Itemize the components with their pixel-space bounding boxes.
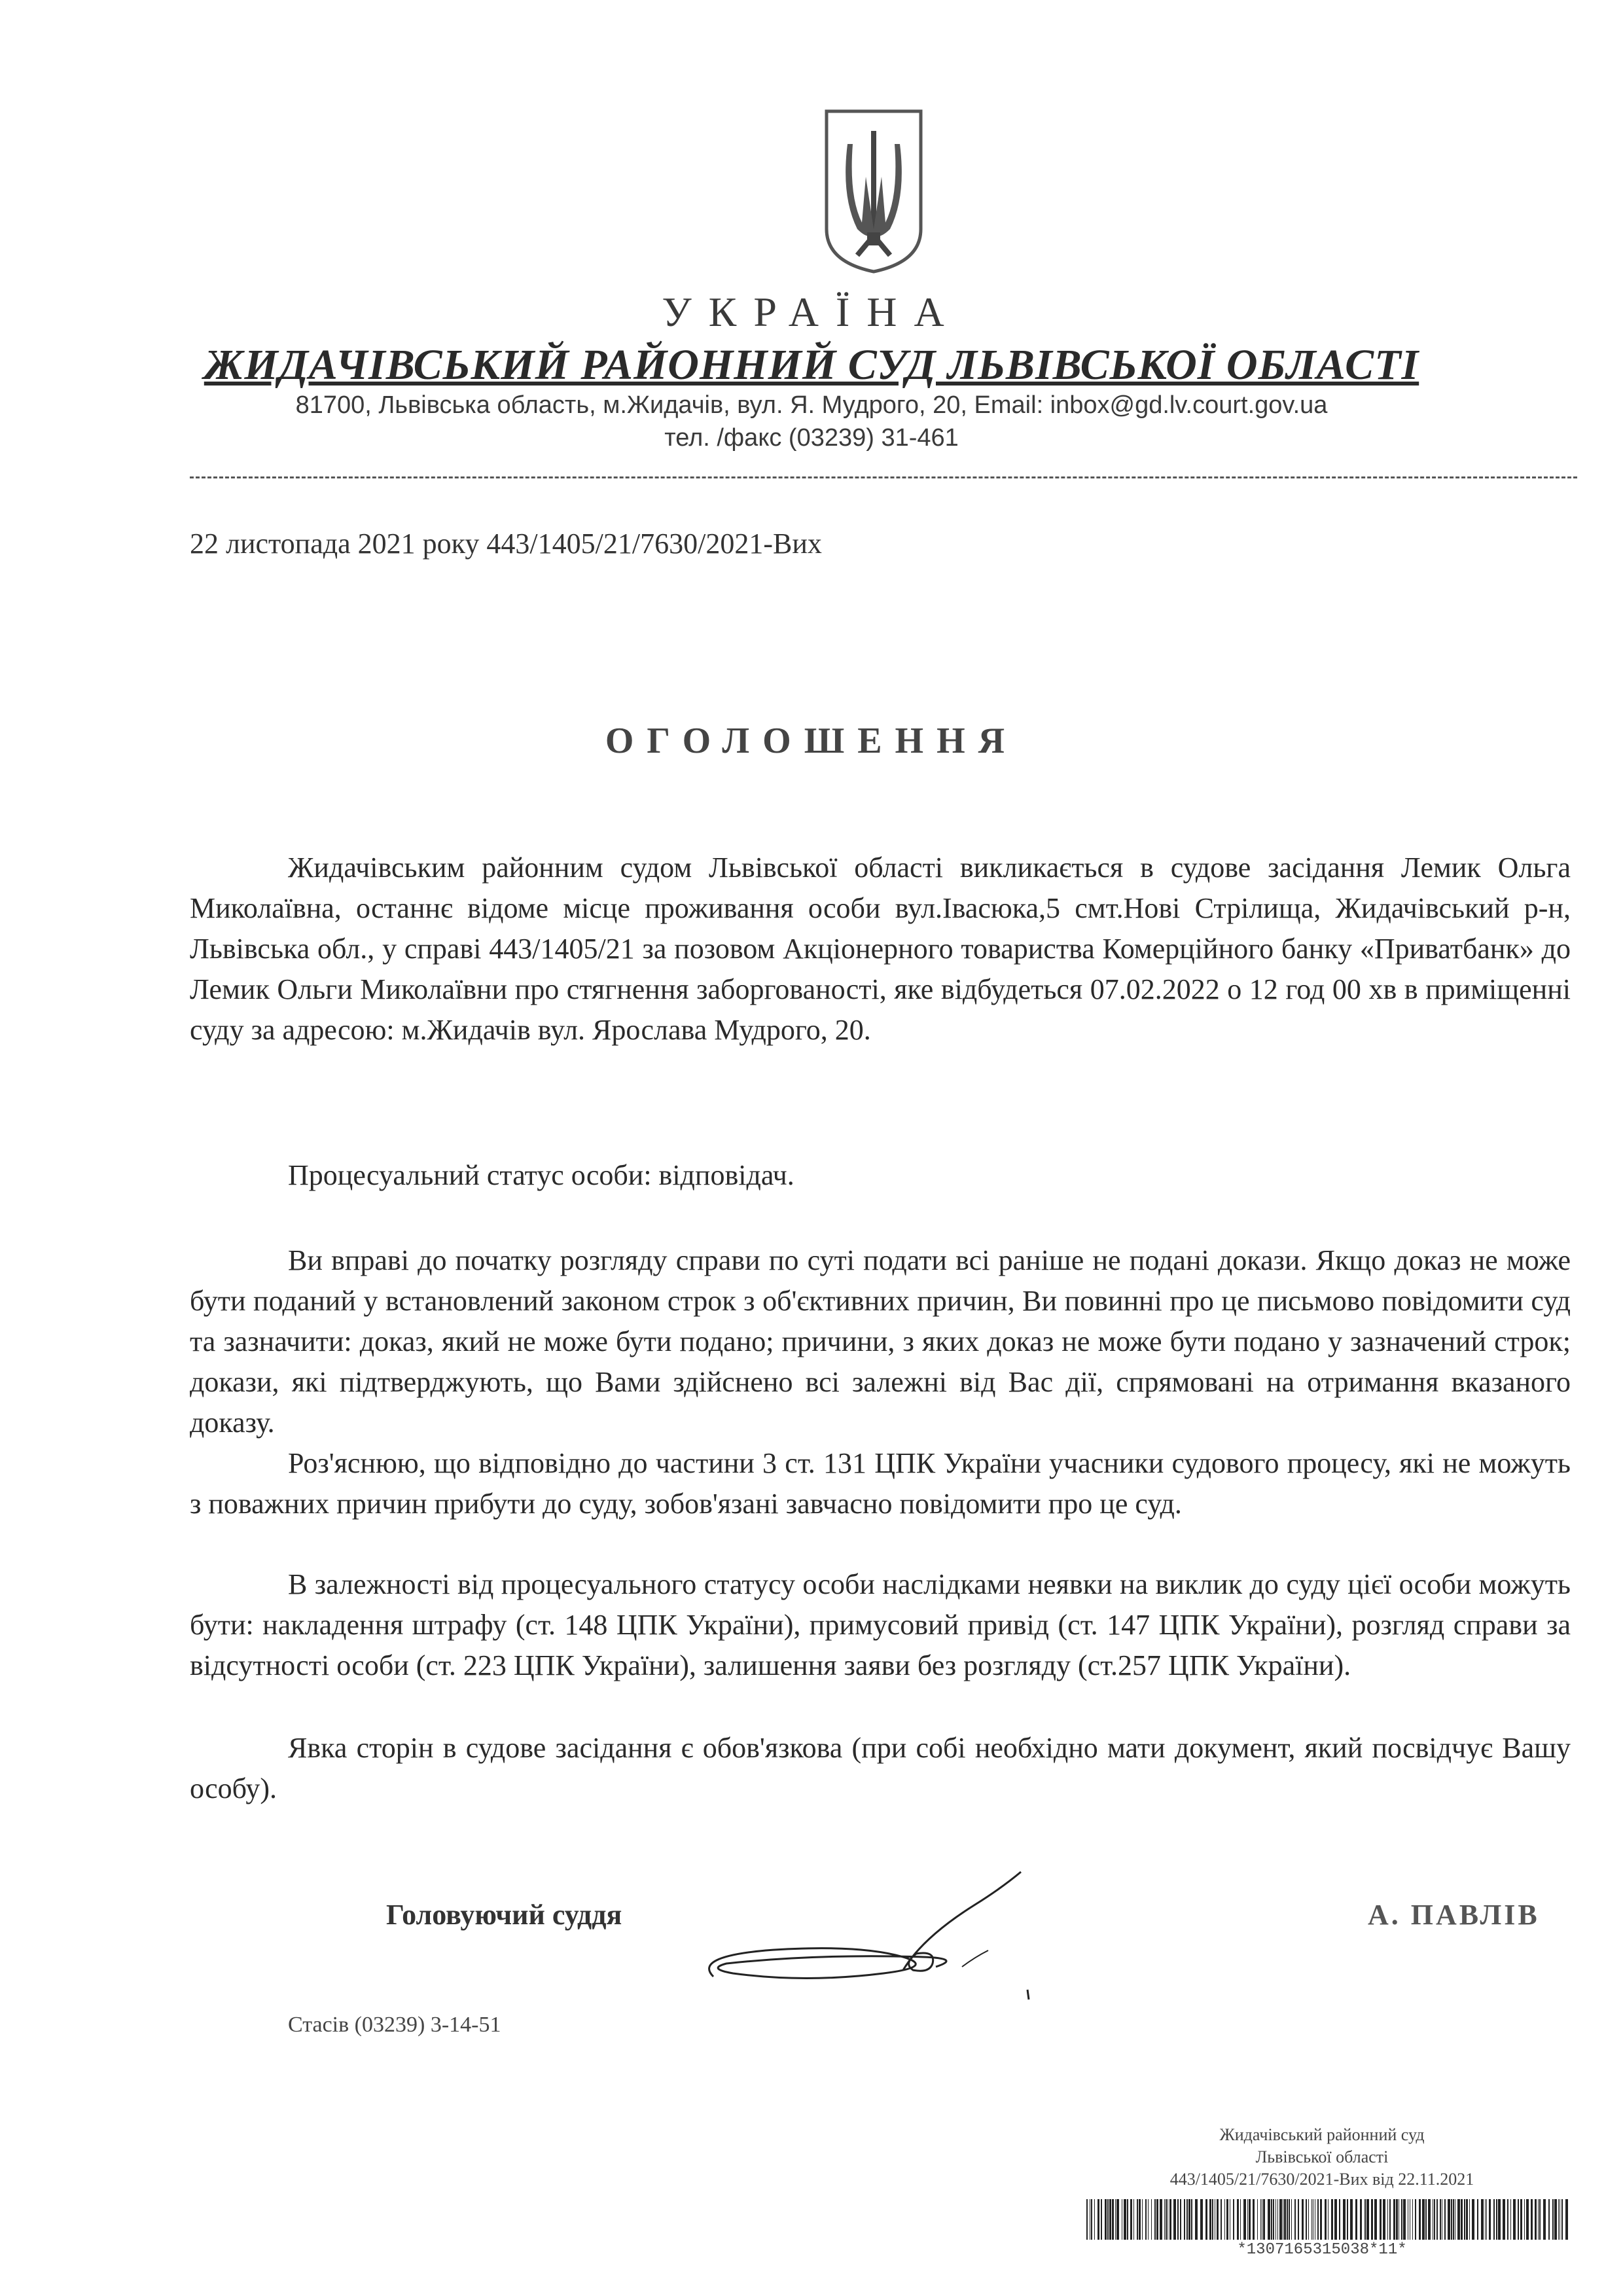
- court-phone: тел. /факс (03239) 31-461: [664, 424, 959, 452]
- court-name: ЖИДАЧІВСЬКИЙ РАЙОННИЙ СУД ЛЬВІВСЬКОЇ ОБЛАСТІ: [204, 341, 1419, 389]
- barcode-icon: [1086, 2199, 1571, 2240]
- barcode-number: *1307165315038*11*: [1237, 2241, 1407, 2259]
- paragraph-summons: Жидачівським районним судом Львівської області викликається в судове засідання Лемик Ольга Миколаївна, останнє відоме місце проживання особи вул.Івасюка,5 смт.Нові Стрілища, Жидачівський р-н, Львівська обл., у справі 443/1405/21 за позовом Акціонерного товариства Комерційного банку «Приватбанк» до Лемик Ольги Миколаївни про стягнення заборгованості, яке відбудеться 07.02.2022 о 12 год 00 хв в приміщенні суду за адресою: м.Жидачів вул. Ярослава Мудрого, 20.: [190, 852, 1571, 1046]
- registration-stamp: [1073, 2124, 1571, 2191]
- paragraph-status: Процесуальний статус особи: відповідач.: [288, 1159, 794, 1191]
- paragraph-notice: Роз'яснюю, що відповідно до частини 3 ст. 131 ЦПК України учасники судового процесу, які не можуть з поважних причин прибути до суду, зобов'язані завчасно повідомити про це суд.: [190, 1447, 1571, 1520]
- judge-name: А. ПАВЛІВ: [1368, 1899, 1540, 1931]
- stamp-line-1: Жидачівський районний суд: [1219, 2125, 1425, 2144]
- judge-title: Головуючий суддя: [386, 1899, 622, 1931]
- stamp-line-3: 443/1405/21/7630/2021-Вих від 22.11.2021: [1169, 2170, 1474, 2189]
- signature-icon: [687, 1859, 1054, 2016]
- document-reference: 22 листопада 2021 року 443/1405/21/7630/2021-Вих: [190, 528, 822, 560]
- paragraph-consequences: В залежності від процесуального статусу особи наслідками неявки на виклик до суду цієї особи можуть бути: накладення штрафу (ст. 148 ЦПК України), примусовий привід (ст. 147 ЦПК України), розгляд справи за відсутності особи (ст. 223 ЦПК України), залишення заяви без розгляду (ст.257 ЦПК України).: [190, 1568, 1571, 1681]
- country-heading: УКРАЇНА: [662, 289, 961, 335]
- paragraph-attendance: Явка сторін в судове засідання є обов'язкова (при собі необхідно мати документ, який посвідчує Вашу особу).: [190, 1732, 1571, 1804]
- header-divider: [190, 476, 1577, 478]
- contact-phone: Стасів (03239) 3-14-51: [288, 2013, 501, 2037]
- document-title: ОГОЛОШЕННЯ: [605, 721, 1018, 761]
- coat-of-arms-icon: [821, 105, 926, 275]
- paragraph-evidence: Ви вправі до початку розгляду справи по суті подати всі раніше не подані докази. Якщо доказ не може бути поданий у встановлений законом строк з об'єктивних причин, Ви повинні про це письмово повідомити суд та зазначити: доказ, який не може бути подано; причини, з яких доказ не може бути подано у зазначений строк; докази, які підтверджують, що Вами здійснено всі залежні від Вас дії, спрямовані на отримання вказаного доказу.: [190, 1244, 1571, 1439]
- stamp-line-2: Львівської області: [1255, 2147, 1389, 2166]
- court-address: 81700, Львівська область, м.Жидачів, вул. Я. Мудрого, 20, Email: inbox@gd.lv.court.gov.ua: [295, 391, 1328, 419]
